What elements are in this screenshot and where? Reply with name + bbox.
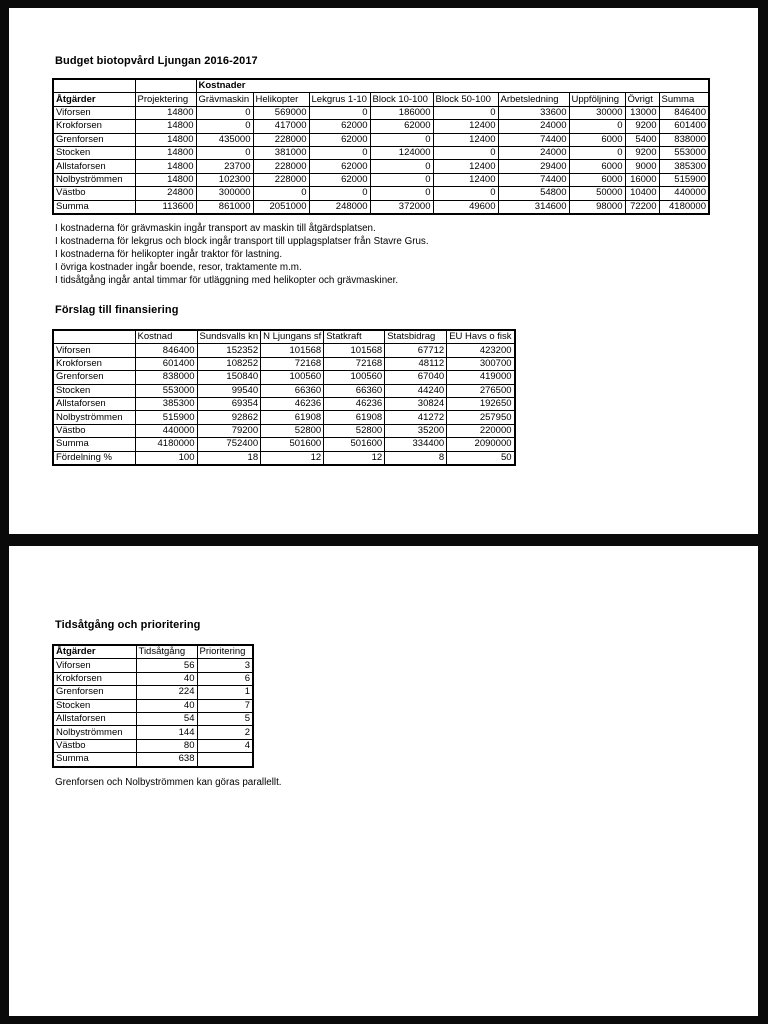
table-row — [53, 173, 709, 186]
column-header-row — [53, 645, 253, 659]
value-cell: 54 — [136, 712, 197, 725]
row-label-cell: Stocken — [53, 146, 135, 159]
row-label-cell: Nolbyströmmen — [53, 411, 135, 424]
value-cell: 101568 — [324, 344, 385, 357]
value-cell: 14800 — [135, 160, 196, 173]
column-header: Uppföljning — [569, 93, 625, 106]
value-cell: 553000 — [135, 384, 197, 397]
column-header: Helikopter — [253, 93, 309, 106]
value-cell: 435000 — [196, 133, 253, 146]
value-cell: 0 — [370, 187, 433, 200]
table-row — [53, 344, 515, 357]
table-row — [53, 160, 709, 173]
column-header-row — [53, 330, 515, 344]
table-row — [53, 438, 515, 451]
value-cell: 74400 — [498, 173, 569, 186]
row-label-cell: Viforsen — [53, 344, 135, 357]
value-cell: 224 — [136, 686, 197, 699]
value-cell: 61908 — [324, 411, 385, 424]
value-cell: 601400 — [135, 357, 197, 370]
column-header — [53, 330, 135, 344]
value-cell: 13000 — [625, 106, 659, 119]
value-cell: 220000 — [447, 424, 515, 437]
value-cell: 150840 — [197, 371, 261, 384]
row-label-cell: Grenforsen — [53, 133, 135, 146]
value-cell: 12 — [324, 451, 385, 465]
value-cell: 5 — [197, 712, 253, 725]
value-cell: 553000 — [659, 146, 709, 159]
column-header: Statsbidrag — [385, 330, 447, 344]
row-label-cell: Grenforsen — [53, 686, 136, 699]
value-cell — [197, 753, 253, 767]
table-row — [53, 106, 709, 119]
value-cell: 30000 — [569, 106, 625, 119]
column-header: Statkraft — [324, 330, 385, 344]
value-cell: 10400 — [625, 187, 659, 200]
value-cell: 192650 — [447, 397, 515, 410]
column-header: Tidsåtgång — [136, 645, 197, 659]
value-cell: 29400 — [498, 160, 569, 173]
value-cell: 0 — [433, 106, 498, 119]
value-cell: 14800 — [135, 146, 196, 159]
value-cell: 72168 — [324, 357, 385, 370]
value-cell: 56 — [136, 659, 197, 672]
value-cell: 14800 — [135, 120, 196, 133]
value-cell: 30824 — [385, 397, 447, 410]
value-cell: 100 — [135, 451, 197, 465]
table-row — [53, 686, 253, 699]
value-cell: 52800 — [324, 424, 385, 437]
value-cell: 0 — [309, 106, 370, 119]
column-header: Åtgärder — [53, 645, 136, 659]
value-cell: 228000 — [253, 173, 309, 186]
value-cell: 0 — [253, 187, 309, 200]
value-cell: 0 — [196, 106, 253, 119]
value-cell: 0 — [370, 173, 433, 186]
value-cell: 381000 — [253, 146, 309, 159]
value-cell: 9200 — [625, 146, 659, 159]
value-cell: 300700 — [447, 357, 515, 370]
value-cell: 423200 — [447, 344, 515, 357]
value-cell: 100560 — [261, 371, 324, 384]
value-cell: 0 — [569, 120, 625, 133]
column-header: Block 10-100 — [370, 93, 433, 106]
frame-bar-bottom — [0, 1016, 768, 1024]
value-cell: 417000 — [253, 120, 309, 133]
value-cell: 23700 — [196, 160, 253, 173]
note-line: I kostnaderna för lekgrus och block ingår transport till upplagsplatser från Stavre Grus. — [55, 236, 429, 247]
value-cell: 12400 — [433, 133, 498, 146]
value-cell: 41272 — [385, 411, 447, 424]
time-priority-table — [52, 644, 254, 768]
value-cell: 24800 — [135, 187, 196, 200]
table-row — [53, 146, 709, 159]
row-label-cell: Västbo — [53, 739, 136, 752]
value-cell: 33600 — [498, 106, 569, 119]
value-cell: 6000 — [569, 133, 625, 146]
row-label-cell: Nolbyströmmen — [53, 173, 135, 186]
row-label-cell: Västbo — [53, 187, 135, 200]
value-cell: 638 — [136, 753, 197, 767]
value-cell: 72200 — [625, 200, 659, 214]
value-cell: 0 — [569, 146, 625, 159]
table-row — [53, 424, 515, 437]
value-cell: 69354 — [197, 397, 261, 410]
table-row — [53, 753, 253, 767]
value-cell: 24000 — [498, 120, 569, 133]
value-cell: 6 — [197, 672, 253, 685]
value-cell: 35200 — [385, 424, 447, 437]
table-row — [53, 726, 253, 739]
column-header: Åtgärder — [53, 93, 135, 106]
row-label-cell: Allstaforsen — [53, 397, 135, 410]
value-cell: 52800 — [261, 424, 324, 437]
value-cell: 72168 — [261, 357, 324, 370]
row-label-cell: Stocken — [53, 699, 136, 712]
value-cell: 62000 — [309, 133, 370, 146]
column-header: N Ljungans sf — [261, 330, 324, 344]
row-label-cell: Viforsen — [53, 106, 135, 119]
value-cell: 515900 — [135, 411, 197, 424]
value-cell: 62000 — [309, 120, 370, 133]
column-header: Projektering — [135, 93, 196, 106]
value-cell: 18 — [197, 451, 261, 465]
value-cell: 440000 — [659, 187, 709, 200]
financing-title: Förslag till finansiering — [55, 304, 179, 316]
value-cell: 515900 — [659, 173, 709, 186]
value-cell: 0 — [370, 133, 433, 146]
value-cell: 12400 — [433, 120, 498, 133]
value-cell: 16000 — [625, 173, 659, 186]
value-cell: 102300 — [196, 173, 253, 186]
value-cell: 124000 — [370, 146, 433, 159]
table-row — [53, 397, 515, 410]
value-cell: 6000 — [569, 160, 625, 173]
value-cell: 440000 — [135, 424, 197, 437]
value-cell: 98000 — [569, 200, 625, 214]
value-cell: 9200 — [625, 120, 659, 133]
value-cell: 113600 — [135, 200, 196, 214]
financing-table — [52, 329, 516, 466]
value-cell: 14800 — [135, 173, 196, 186]
column-header: Grävmaskin — [196, 93, 253, 106]
group-header-cell: Kostnader — [196, 79, 709, 93]
table-row — [53, 739, 253, 752]
value-cell: 300000 — [196, 187, 253, 200]
value-cell: 152352 — [197, 344, 261, 357]
table-row — [53, 371, 515, 384]
value-cell: 501600 — [324, 438, 385, 451]
value-cell: 48112 — [385, 357, 447, 370]
value-cell: 838000 — [135, 371, 197, 384]
row-label-cell: Summa — [53, 753, 136, 767]
value-cell: 12400 — [433, 160, 498, 173]
row-label-cell: Krokforsen — [53, 357, 135, 370]
value-cell: 99540 — [197, 384, 261, 397]
page-separator-bar — [0, 534, 768, 546]
row-label-cell: Viforsen — [53, 659, 136, 672]
value-cell: 24000 — [498, 146, 569, 159]
value-cell: 385300 — [659, 160, 709, 173]
table-row — [53, 411, 515, 424]
value-cell: 248000 — [309, 200, 370, 214]
value-cell: 2090000 — [447, 438, 515, 451]
budget-title: Budget biotopvård Ljungan 2016-2017 — [55, 55, 258, 67]
row-label-cell: Västbo — [53, 424, 135, 437]
value-cell: 79200 — [197, 424, 261, 437]
value-cell: 0 — [309, 146, 370, 159]
table-row — [53, 133, 709, 146]
value-cell: 2 — [197, 726, 253, 739]
empty-cell — [53, 79, 135, 93]
column-header: Sundsvalls kn — [197, 330, 261, 344]
row-label-cell: Allstaforsen — [53, 712, 136, 725]
value-cell: 419000 — [447, 371, 515, 384]
value-cell: 314600 — [498, 200, 569, 214]
value-cell: 334400 — [385, 438, 447, 451]
group-header-row — [53, 79, 709, 93]
row-label-cell: Summa — [53, 200, 135, 214]
value-cell: 108252 — [197, 357, 261, 370]
value-cell: 14800 — [135, 133, 196, 146]
table-row — [53, 712, 253, 725]
value-cell: 4180000 — [659, 200, 709, 214]
column-header: Summa — [659, 93, 709, 106]
frame-bar-right — [758, 0, 768, 1024]
value-cell: 9000 — [625, 160, 659, 173]
value-cell: 54800 — [498, 187, 569, 200]
table-row — [53, 120, 709, 133]
value-cell: 62000 — [309, 160, 370, 173]
value-cell: 6000 — [569, 173, 625, 186]
note-line: I tidsåtgång ingår antal timmar för utläggning med helikopter och grävmaskiner. — [55, 275, 399, 286]
value-cell: 4 — [197, 739, 253, 752]
costs-table — [52, 78, 710, 215]
column-header: Övrigt — [625, 93, 659, 106]
table-row — [53, 187, 709, 200]
value-cell: 14800 — [135, 106, 196, 119]
row-label-cell: Krokforsen — [53, 672, 136, 685]
column-header: Arbetsledning — [498, 93, 569, 106]
value-cell: 62000 — [309, 173, 370, 186]
column-header-row — [53, 93, 709, 106]
value-cell: 0 — [370, 160, 433, 173]
parallel-note: Grenforsen och Nolbyströmmen kan göras parallellt. — [55, 777, 282, 788]
value-cell: 257950 — [447, 411, 515, 424]
frame-bar-top — [0, 0, 768, 8]
column-header: Prioritering — [197, 645, 253, 659]
value-cell: 49600 — [433, 200, 498, 214]
note-line: I kostnaderna för helikopter ingår traktor för lastning. — [55, 249, 283, 260]
value-cell: 8 — [385, 451, 447, 465]
value-cell: 50000 — [569, 187, 625, 200]
value-cell: 5400 — [625, 133, 659, 146]
column-header: EU Havs o fisk — [447, 330, 515, 344]
value-cell: 74400 — [498, 133, 569, 146]
value-cell: 228000 — [253, 133, 309, 146]
table-row — [53, 200, 709, 214]
note-line: I kostnaderna för grävmaskin ingår transport av maskin till åtgärdsplatsen. — [55, 223, 376, 234]
value-cell: 1 — [197, 686, 253, 699]
value-cell: 0 — [196, 120, 253, 133]
value-cell: 101568 — [261, 344, 324, 357]
value-cell: 276500 — [447, 384, 515, 397]
row-label-cell: Allstaforsen — [53, 160, 135, 173]
value-cell: 2051000 — [253, 200, 309, 214]
value-cell: 40 — [136, 672, 197, 685]
value-cell: 61908 — [261, 411, 324, 424]
value-cell: 50 — [447, 451, 515, 465]
value-cell: 40 — [136, 699, 197, 712]
value-cell: 4180000 — [135, 438, 197, 451]
value-cell: 80 — [136, 739, 197, 752]
row-label-cell: Stocken — [53, 384, 135, 397]
value-cell: 601400 — [659, 120, 709, 133]
value-cell: 385300 — [135, 397, 197, 410]
value-cell: 62000 — [370, 120, 433, 133]
value-cell: 12400 — [433, 173, 498, 186]
table-row — [53, 357, 515, 370]
value-cell: 7 — [197, 699, 253, 712]
value-cell: 838000 — [659, 133, 709, 146]
value-cell: 0 — [433, 146, 498, 159]
value-cell: 12 — [261, 451, 324, 465]
column-header: Block 50-100 — [433, 93, 498, 106]
value-cell: 569000 — [253, 106, 309, 119]
value-cell: 67712 — [385, 344, 447, 357]
frame-bar-left — [0, 0, 9, 1024]
value-cell: 66360 — [261, 384, 324, 397]
column-header: Lekgrus 1-10 — [309, 93, 370, 106]
row-label-cell: Nolbyströmmen — [53, 726, 136, 739]
value-cell: 0 — [433, 187, 498, 200]
column-header: Kostnad — [135, 330, 197, 344]
value-cell: 100560 — [324, 371, 385, 384]
value-cell: 846400 — [135, 344, 197, 357]
value-cell: 372000 — [370, 200, 433, 214]
value-cell: 44240 — [385, 384, 447, 397]
table-row — [53, 699, 253, 712]
value-cell: 46236 — [324, 397, 385, 410]
value-cell: 186000 — [370, 106, 433, 119]
table-row — [53, 659, 253, 672]
value-cell: 0 — [196, 146, 253, 159]
value-cell: 92862 — [197, 411, 261, 424]
value-cell: 501600 — [261, 438, 324, 451]
note-line: I övriga kostnader ingår boende, resor, traktamente m.m. — [55, 262, 302, 273]
value-cell: 144 — [136, 726, 197, 739]
empty-cell — [135, 79, 196, 93]
value-cell: 67040 — [385, 371, 447, 384]
row-label-cell: Grenforsen — [53, 371, 135, 384]
row-label-cell: Summa — [53, 438, 135, 451]
row-label-cell: Krokforsen — [53, 120, 135, 133]
time-priority-title: Tidsåtgång och prioritering — [55, 619, 201, 631]
value-cell: 846400 — [659, 106, 709, 119]
row-label-cell: Fördelning % — [53, 451, 135, 465]
value-cell: 3 — [197, 659, 253, 672]
value-cell: 0 — [309, 187, 370, 200]
table-row — [53, 384, 515, 397]
value-cell: 861000 — [196, 200, 253, 214]
value-cell: 66360 — [324, 384, 385, 397]
value-cell: 228000 — [253, 160, 309, 173]
table-row — [53, 451, 515, 465]
table-row — [53, 672, 253, 685]
value-cell: 46236 — [261, 397, 324, 410]
value-cell: 752400 — [197, 438, 261, 451]
